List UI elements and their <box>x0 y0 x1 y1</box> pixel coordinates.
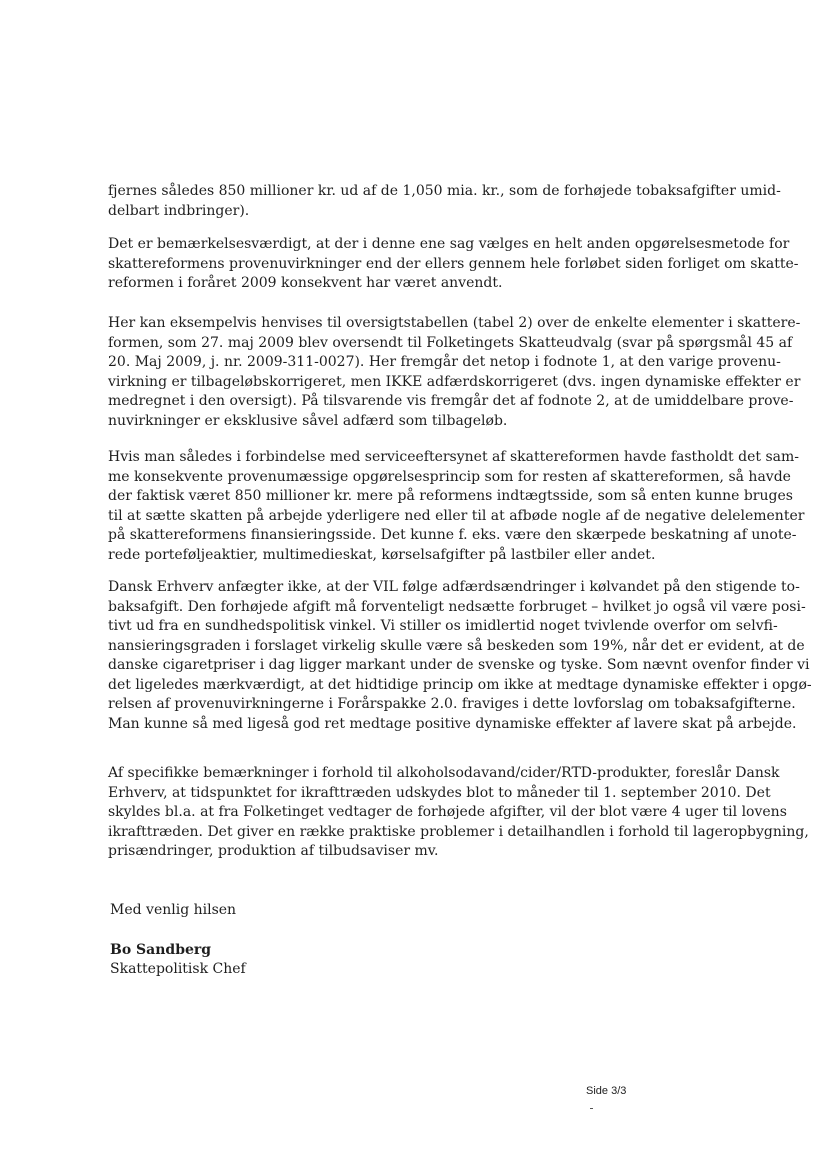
paragraph-2 <box>108 235 799 294</box>
text-line: formen, som 27. maj 2009 blev oversendt til Folketingets Skatteudvalg (svar på spørgsmål 45 af <box>108 334 793 351</box>
text-line: der faktisk været 850 millioner kr. mere på reformens indtægtsside, som så enten kunne bruges <box>108 488 793 504</box>
text-line: reformen i foråret 2009 konsekvent har været anvendt. <box>108 275 503 291</box>
scan-speck <box>590 1108 593 1109</box>
text-line: Dansk Erhverv anfægter ikke, at der VIL følge adfærdsændringer i kølvandet på den stigende to- <box>108 579 800 595</box>
text-line: ikrafttræden. Det giver en række praktiske problemer i detailhandlen i forhold til lageropbygning, <box>108 823 809 840</box>
paragraph-6 <box>108 764 809 862</box>
text-line: Det er bemærkelsesværdigt, at der i denne ene sag vælges en helt anden opgørelsesmetode for <box>108 236 790 252</box>
text-line: det ligeledes mærkværdigt, at det hidtidige princip om ikke at medtage dynamiske effekter i opgø- <box>108 676 812 693</box>
text-line: på skattereformens finansieringsside. Det kunne f. eks. være den skærpede beskatning af unote- <box>108 527 797 543</box>
signer-name: Bo Sandberg <box>110 942 212 958</box>
text-line: skyldes bl.a. at fra Folketinget vedtager de forhøjede afgifter, vil der blot være 4 uger til lovens <box>108 804 787 820</box>
text-line: Man kunne så med ligeså god ret medtage positive dynamiske effekter af lavere skat på arbejde. <box>108 715 797 732</box>
text-line: baksafgift. Den forhøjede afgift må forventeligt nedsætte forbruget – hvilket jo også vil være posi- <box>108 598 806 615</box>
text-line: Erhverv, at tidspunktet for ikrafttræden udskydes blot to måneder til 1. september 2010. Det <box>108 784 771 801</box>
text-line: virkning er tilbageløbskorrigeret, men IKKE adfærdskorrigeret (dvs. ingen dynamiske effekter er <box>108 373 801 390</box>
text-line: me konsekvente provenumæssige opgørelsesprincip som for resten af skattereformen, så havde <box>108 468 791 485</box>
text-line: fjernes således 850 millioner kr. ud af de 1,050 mia. kr., som de forhøjede tobaksafgifter umid- <box>108 183 781 199</box>
text-line: danske cigaretpriser i dag ligger markant under de svenske og tyske. Som nævnt ovenfor finder vi <box>108 657 810 673</box>
paragraph-4 <box>108 448 805 565</box>
text-line: prisændringer, produktion af tilbudsaviser mv. <box>108 843 439 859</box>
paragraph-3 <box>108 314 801 431</box>
text-line: relsen af provenuvirkningerne i Forårspakke 2.0. fraviges i dette lovforslag om tobaksafgifterne. <box>108 696 796 712</box>
text-line: skattereformens provenuvirkninger end der ellers gennem hele forløbet siden forliget om skatte- <box>108 255 799 272</box>
signer-title: Skattepolitisk Chef <box>110 961 246 977</box>
text-line: 20. Maj 2009, j. nr. 2009-311-0027). Her fremgår det netop i fodnote 1, at den varige provenu- <box>108 354 781 370</box>
text-line: Hvis man således i forbindelse med serviceeftersynet af skattereformen havde fastholdt det sam- <box>108 449 799 465</box>
text-line: tivt ud fra en sundhedspolitisk vinkel. Vi stiller os imidlertid noget tvivlende overfor om selvfi- <box>108 618 778 634</box>
paragraph-5 <box>108 578 812 734</box>
text-line: Af specifikke bemærkninger i forhold til alkoholsodavand/cider/RTD-produkter, foreslår Dansk <box>108 765 780 781</box>
text-line: nuvirkninger er eksklusive såvel adfærd som tilbageløb. <box>108 412 508 429</box>
text-line: nansieringsgraden i forslaget virkelig skulle være så beskeden som 19%, når det er evident, at de <box>108 637 805 654</box>
text-line: til at sætte skatten på arbejde yderligere ned eller til at afbøde nogle af de negative delelementer <box>108 507 805 524</box>
page-number: Side 3/3 <box>586 1085 627 1097</box>
text-line: Her kan eksempelvis henvises til oversigtstabellen (tabel 2) over de enkelte elementer i skattere- <box>108 315 801 331</box>
text-line: delbart indbringer). <box>108 202 250 219</box>
text-line: medregnet i den oversigt). På tilsvarende vis fremgår det af fodnote 2, at de umiddelbare prove- <box>108 393 794 409</box>
closing-text: Med venlig hilsen <box>110 902 237 918</box>
text-line: rede porteføljeaktier, multimedieskat, kørselsafgifter på lastbiler eller andet. <box>108 546 656 563</box>
paragraph-1 <box>108 182 781 221</box>
